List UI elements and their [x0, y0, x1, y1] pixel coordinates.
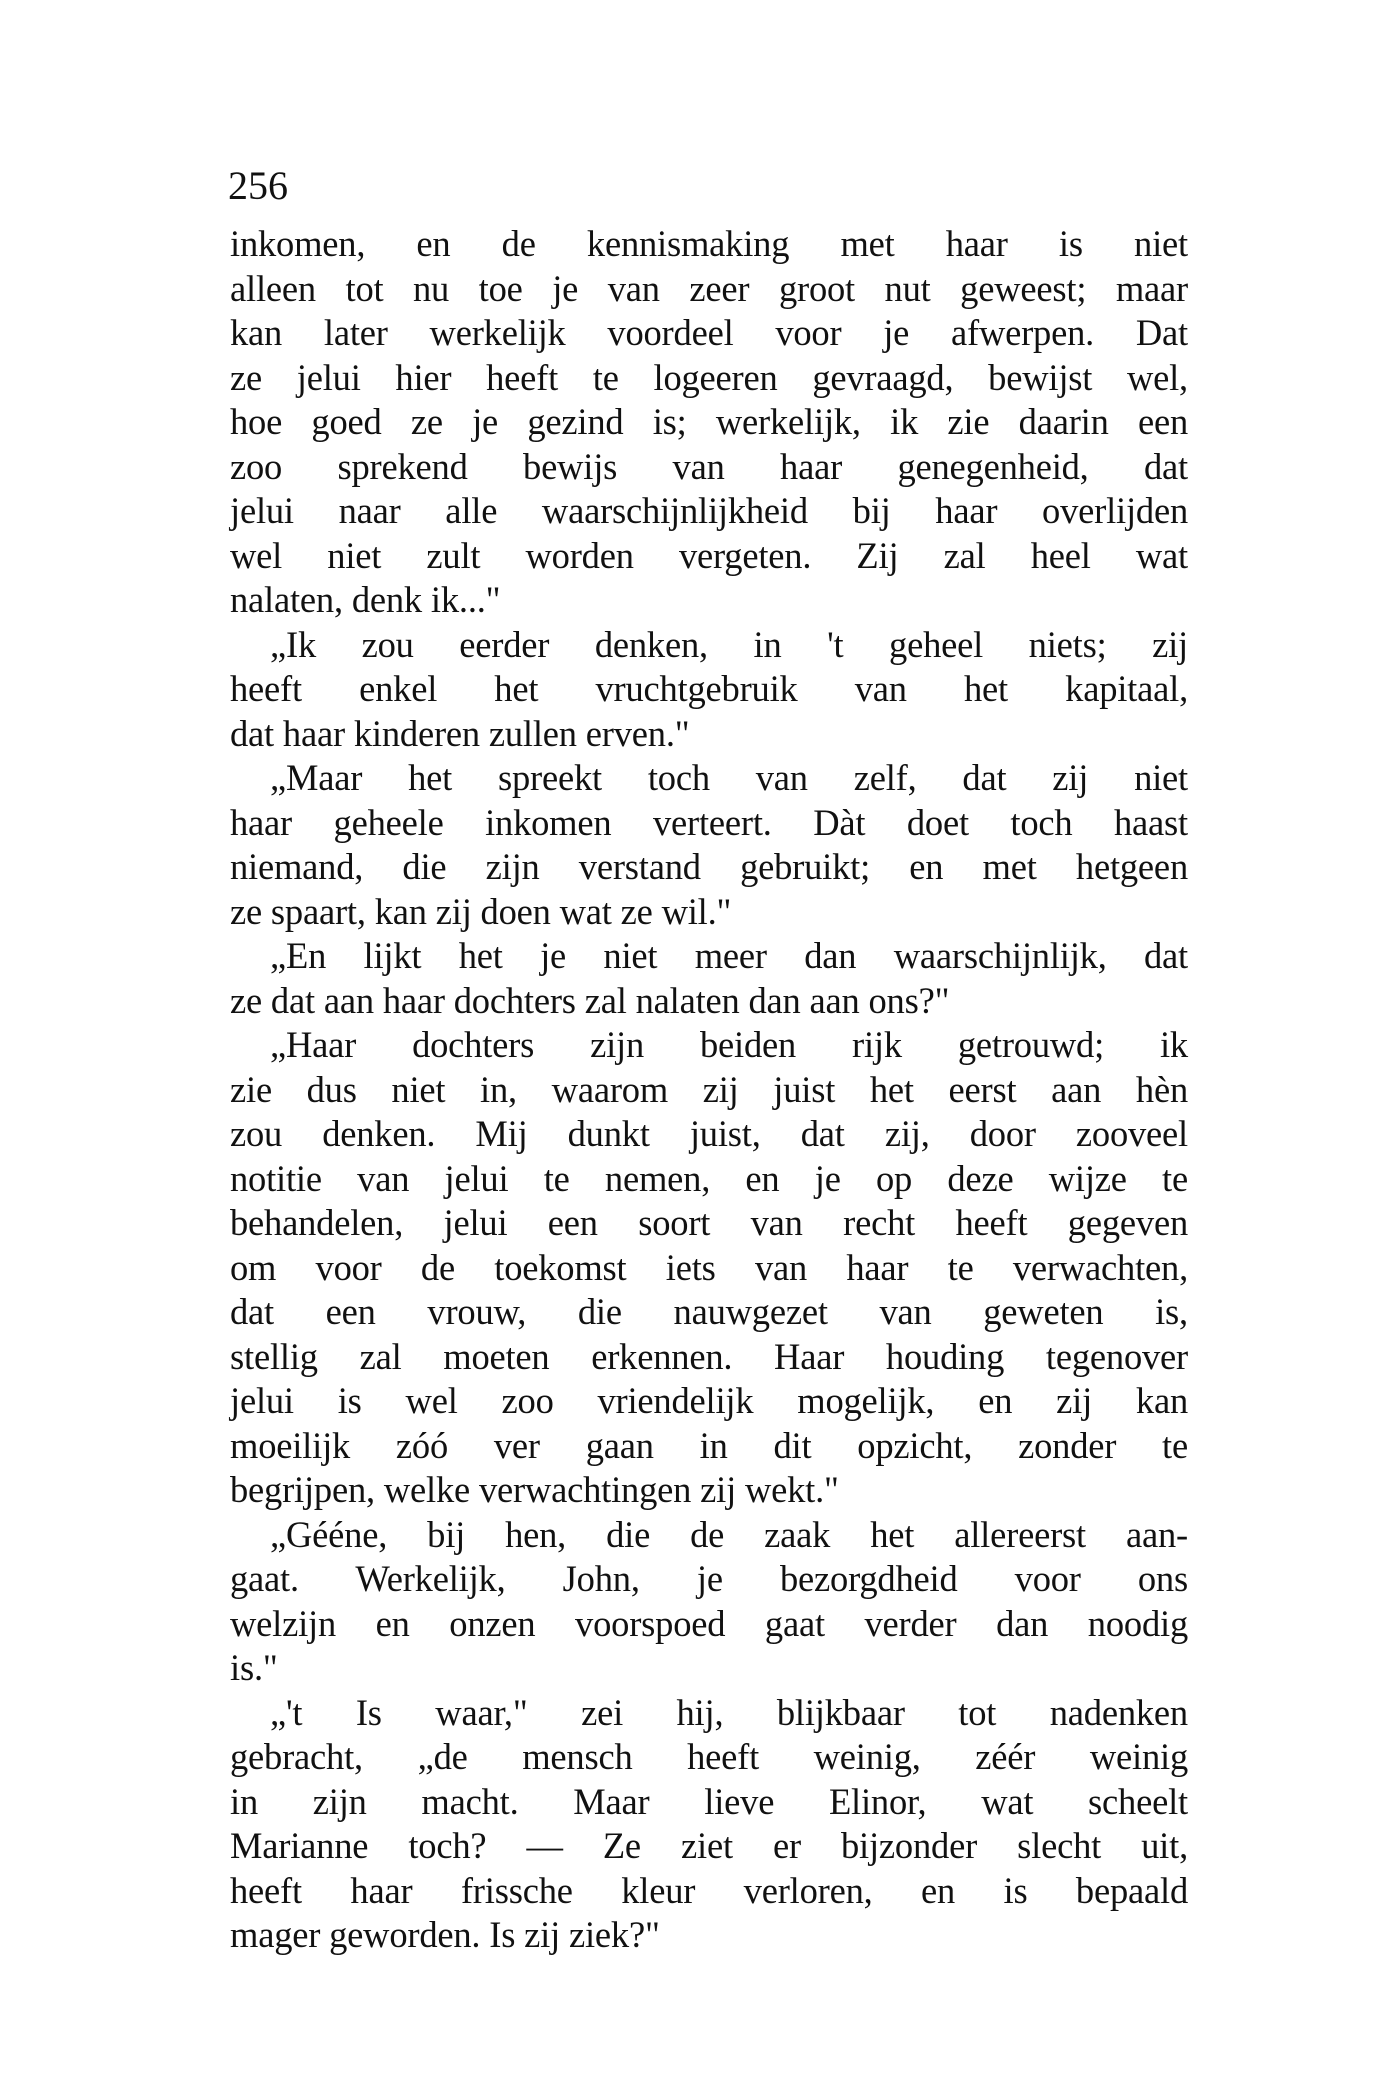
text-line: om voor de toekomst iets van haar te verwachten, — [230, 1246, 1188, 1288]
text-line: haar geheele inkomen verteert. Dàt doet toch haast — [230, 801, 1188, 843]
text-line: heeft haar frissche kleur verloren, en is bepaald — [230, 1869, 1188, 1911]
text-line: Marianne toch? — Ze ziet er bijzonder slecht uit, — [230, 1825, 1188, 1866]
text-line: zie dus niet in, waarom zij juist het eerst aan hèn — [230, 1068, 1188, 1110]
page-number: 256 — [228, 163, 288, 208]
text-line: inkomen, en de kennismaking met haar is niet — [230, 223, 1188, 264]
text-line: stellig zal moeten erkennen. Haar houding tegenover — [230, 1335, 1188, 1377]
text-line: „En lijkt het je niet meer dan waarschijnlijk, dat — [270, 935, 1188, 976]
text-line: zou denken. Mij dunkt juist, dat zij, door zooveel — [230, 1113, 1188, 1154]
text-line: nalaten, denk ik..." — [230, 579, 501, 620]
text-line: jelui is wel zoo vriendelijk mogelijk, en zij kan — [230, 1380, 1188, 1421]
body-text — [230, 222, 1188, 1958]
text-line: ze jelui hier heeft te logeeren gevraagd, bewijst wel, — [230, 356, 1188, 398]
text-line: hoe goed ze je gezind is; werkelijk, ik zie daarin een — [230, 401, 1188, 442]
text-line: jelui naar alle waarschijnlijkheid bij haar overlijden — [230, 490, 1188, 531]
text-line: notitie van jelui te nemen, en je op deze wijze te — [230, 1157, 1188, 1199]
text-line: in zijn macht. Maar lieve Elinor, wat scheelt — [230, 1780, 1188, 1822]
text-line: ze dat aan haar dochters zal nalaten dan aan ons?" — [230, 979, 950, 1021]
text-line: zoo sprekend bewijs van haar genegenheid, dat — [230, 445, 1188, 487]
text-line: gaat. Werkelijk, John, je bezorgdheid voor ons — [230, 1558, 1188, 1599]
text-line: wel niet zult worden vergeten. Zij zal heel wat — [230, 534, 1188, 576]
text-line: mager geworden. Is zij ziek?" — [230, 1914, 660, 1955]
text-line: ze spaart, kan zij doen wat ze wil." — [230, 890, 732, 932]
text-line: gebracht, „de mensch heeft weinig, zéér weinig — [230, 1736, 1188, 1777]
text-line: niemand, die zijn verstand gebruikt; en met hetgeen — [230, 846, 1188, 887]
text-line: welzijn en onzen voorspoed gaat verder dan noodig — [230, 1602, 1188, 1644]
text-line: „Gééne, bij hen, die de zaak het allereerst aan- — [270, 1513, 1188, 1555]
text-line: „Haar dochters zijn beiden rijk getrouwd; ik — [270, 1024, 1188, 1065]
text-line: „'t Is waar," zei hij, blijkbaar tot nadenken — [270, 1691, 1188, 1733]
text-line: dat haar kinderen zullen erven." — [230, 712, 690, 754]
text-line: is." — [230, 1647, 278, 1688]
text-line: begrijpen, welke verwachtingen zij wekt." — [230, 1469, 839, 1510]
text-line: moeilijk zóó ver gaan in dit opzicht, zonder te — [230, 1424, 1188, 1466]
text-line: heeft enkel het vruchtgebruik van het kapitaal, — [230, 668, 1188, 709]
text-line: dat een vrouw, die nauwgezet van geweten is, — [230, 1291, 1188, 1332]
text-line: behandelen, jelui een soort van recht heeft gegeven — [230, 1202, 1188, 1243]
text-line: kan later werkelijk voordeel voor je afwerpen. Dat — [230, 312, 1188, 353]
text-line: „Ik zou eerder denken, in 't geheel niets; zij — [270, 623, 1188, 665]
text-line: alleen tot nu toe je van zeer groot nut geweest; maar — [230, 267, 1188, 309]
text-line: „Maar het spreekt toch van zelf, dat zij niet — [270, 757, 1188, 798]
